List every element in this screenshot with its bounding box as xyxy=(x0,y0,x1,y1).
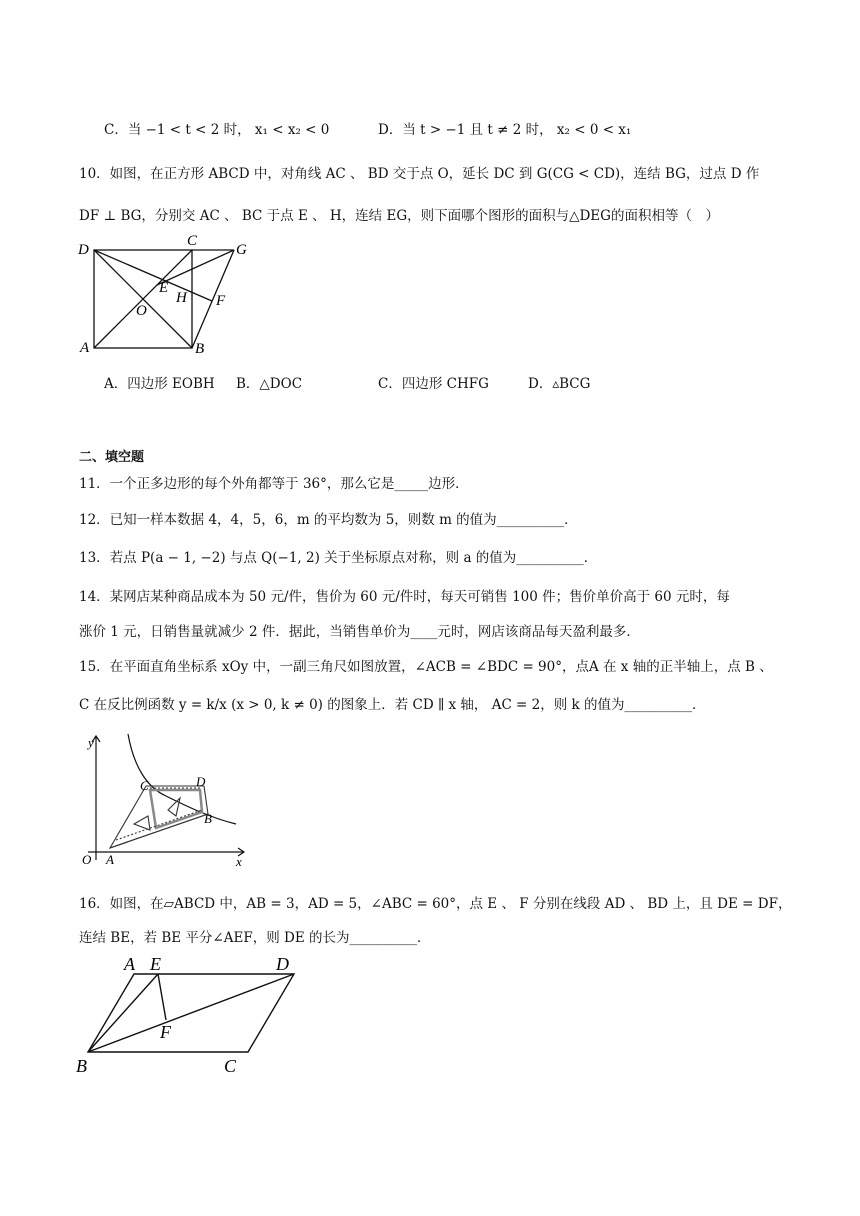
q16-label-f: F xyxy=(160,1022,171,1042)
q9-option-c: C．当 −1 < t < 2 时， x₁ < x₂ < 0 xyxy=(104,122,330,138)
q10-label-c: C xyxy=(187,233,198,249)
q10-label-o: O xyxy=(136,303,147,319)
q16-label-b: B xyxy=(76,1056,87,1076)
q16-label-c: C xyxy=(224,1056,237,1076)
q14-stem-line2: 涨价 1 元，日销售量就减少 2 件．据此，当销售单价为____元时，网店该商品每天盈利最多． xyxy=(79,624,640,640)
section-title-fill-blank: 二、填空题 xyxy=(79,450,145,465)
q16-label-a: A xyxy=(124,954,135,974)
q13-text: 13．若点 P(a − 1, −2) 与点 Q(−1, 2) 关于坐标原点对称，则 a 的值为__________． xyxy=(79,550,598,566)
q10-label-g: G xyxy=(236,242,247,258)
q15-label-a: A xyxy=(106,852,114,867)
q10-label-a: A xyxy=(80,340,90,356)
q15-label-y: y xyxy=(88,735,94,750)
q16-stem-line2: 连结 BE，若 BE 平分∠AEF，则 DE 的长为__________． xyxy=(79,930,431,946)
q16-label-e: E xyxy=(150,954,161,974)
q15-label-o: O xyxy=(82,852,92,867)
q10-label-d: D xyxy=(78,242,89,258)
q15-stem-line1: 15．在平面直角坐标系 xOy 中，一副三角尺如图放置，∠ACB = ∠BDC = 90°，点A 在 x 轴的正半轴上，点 B 、 xyxy=(79,659,773,675)
q9-option-d: D．当 t > −1 且 t ≠ 2 时， x₂ < 0 < x₁ xyxy=(378,122,632,138)
q16-parallelogram-figure xyxy=(70,950,310,1080)
q10-option-b: B．△DOC xyxy=(236,376,303,392)
q12-text: 12．已知一样本数据 4，4，5，6，m 的平均数为 5，则数 m 的值为__________． xyxy=(79,512,578,528)
q10-label-e: E xyxy=(159,280,169,296)
q15-label-c: C xyxy=(140,778,149,793)
q10-stem-line1: 10．如图，在正方形 ABCD 中，对角线 AC 、 BD 交于点 O，延长 DC 到 G(CG < CD)，连结 BG，过点 D 作 xyxy=(79,166,760,182)
q14-stem-line1: 14．某网店某种商品成本为 50 元/件，售价为 60 元/件时，每天可销售 100 件；售价单价高于 60 元时，每 xyxy=(79,589,730,605)
q10-label-b: B xyxy=(195,341,205,357)
q16-label-d: D xyxy=(276,954,289,974)
q16-stem-line1: 16．如图，在▱ABCD 中，AB = 3，AD = 5，∠ABC = 60°，点 E 、 F 分别在线段 AD 、 BD 上，且 DE = DF， xyxy=(79,896,792,912)
q15-label-d: D xyxy=(196,774,206,789)
q15-label-x: x xyxy=(236,854,242,868)
q15-stem-line2: C 在反比例函数 y = k/x (x > 0, k ≠ 0) 的图象上．若 CD ∥ x 轴， AC = 2，则 k 的值为__________． xyxy=(79,697,706,713)
q10-option-a: A．四边形 EOBH xyxy=(104,376,215,392)
q15-label-b: B xyxy=(204,811,212,826)
q10-option-c: C．四边形 CHFG xyxy=(378,376,489,392)
q10-label-h: H xyxy=(176,290,187,306)
q10-stem-line2: DF ⊥ BG，分别交 AC 、 BC 于点 E 、 H，连结 EG，则下面哪个图形的面积与△DEG的面积相等（ ） xyxy=(79,208,719,224)
q10-label-f: F xyxy=(216,293,226,309)
q15-coordinate-figure xyxy=(76,728,256,868)
q10-square-figure xyxy=(70,228,270,358)
q10-option-d: D．▵BCG xyxy=(528,376,591,392)
q11-text: 11．一个正多边形的每个外角都等于 36°，那么它是_____边形． xyxy=(79,476,469,492)
